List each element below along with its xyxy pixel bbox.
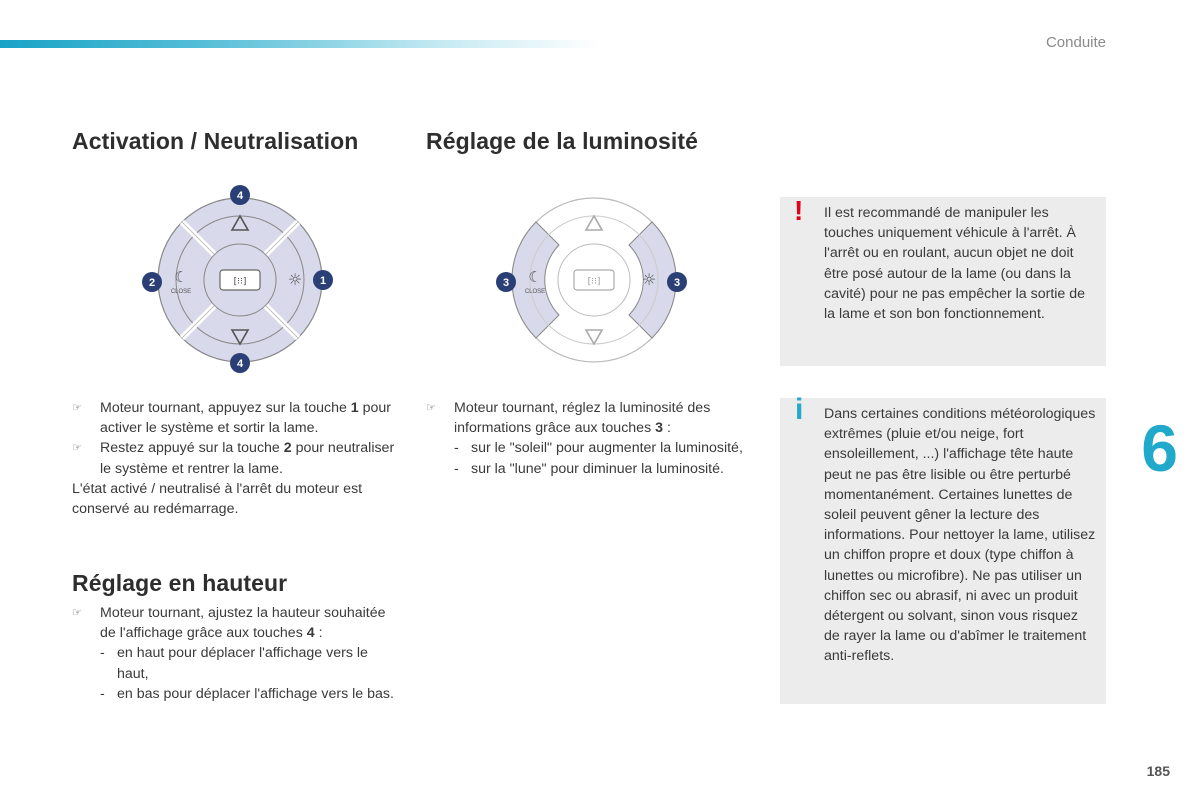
hauteur-bullet: ☞ Moteur tournant, ajustez la hauteur souhaitée de l'affichage grâce aux touches 4 : bbox=[72, 605, 386, 642]
svg-text:☾: ☾ bbox=[174, 268, 188, 286]
luminosite-dash-1: - sur le "soleil" pour augmenter la luminosité, bbox=[454, 440, 743, 457]
activation-bullet-1: ☞ Moteur tournant, appuyez sur la touche 1 pour activer le système et sortir la lame. bbox=[72, 400, 392, 437]
activation-bullet-2: ☞ Restez appuyé sur la touche 2 pour neutraliser le système et rentrer la lame. bbox=[72, 440, 395, 477]
svg-text:☾: ☾ bbox=[528, 268, 542, 286]
info-note-text: Dans certaines conditions météorologiques extrêmes (pluie et/ou neige, fort ensoleillement, ...) l'affichage tête haute peut ne pas être lisible ou être perturbé momentanément. Certaines lunettes de soleil peuvent gêner la lecture des informations. Pour nettoyer la lame, utilisez un chiffon propre et doux (type chiffon à lunettes ou microfibre). Ne pas utiliser un chiffon sec ou abrasif, ni avec un produit détergent ou solvant, sinon vous risquez de rayer la lame ou d'abîmer le traitement anti-reflets. bbox=[824, 406, 1096, 665]
info-note bbox=[780, 393, 1106, 704]
callout-4-bottom: 4 bbox=[236, 358, 244, 370]
hauteur-text bbox=[72, 603, 402, 704]
heading-hauteur: Réglage en hauteur bbox=[72, 570, 288, 596]
callout-3-right: 3 bbox=[673, 277, 681, 289]
hauteur-dash-1: - en haut pour déplacer l'affichage vers le haut, bbox=[100, 645, 368, 682]
chapter-number: 6 bbox=[1141, 411, 1178, 485]
activation-text bbox=[72, 398, 402, 519]
luminosite-dash-2: - sur la "lune" pour diminuer la luminosité. bbox=[454, 460, 724, 477]
page-number: 185 bbox=[1146, 763, 1170, 779]
header-accent-bar bbox=[0, 40, 600, 48]
info-icon: i bbox=[795, 393, 804, 426]
control-pad-diagram-right bbox=[494, 185, 694, 375]
callout-3-left: 3 bbox=[502, 277, 510, 289]
close-label: CLOSE bbox=[524, 289, 546, 295]
luminosite-text bbox=[426, 398, 756, 479]
svg-text:[⁝⁝]: [⁝⁝] bbox=[233, 277, 247, 287]
hauteur-dash-2: - en bas pour déplacer l'affichage vers le bas. bbox=[100, 685, 394, 702]
callout-1: 1 bbox=[319, 275, 327, 287]
close-label: CLOSE bbox=[170, 289, 192, 295]
activation-paragraph: L'état activé / neutralisé à l'arrêt du moteur est conservé au redémarrage. bbox=[72, 480, 363, 518]
section-title: Conduite bbox=[1045, 34, 1106, 51]
svg-text:☼: ☼ bbox=[641, 270, 657, 289]
luminosite-bullet: ☞ Moteur tournant, réglez la luminosité des informations grâce aux touches 3 : bbox=[426, 400, 711, 437]
warning-icon: ! bbox=[794, 195, 804, 226]
callout-4-top: 4 bbox=[236, 190, 244, 202]
svg-text:☼: ☼ bbox=[287, 270, 303, 289]
control-pad-diagram-left bbox=[140, 185, 340, 375]
callout-2: 2 bbox=[148, 277, 156, 289]
warning-note-text: Il est recommandé de manipuler les touches uniquement véhicule à l'arrêt. À l'arrêt ou en roulant, aucun objet ne doit être posé autour de la lame (ou dans la cavité) pour ne pas empêcher la sortie de la lame et son bon fonctionnement. bbox=[824, 205, 1086, 323]
heading-luminosite: Réglage de la luminosité bbox=[426, 128, 699, 154]
svg-text:[⁝⁝]: [⁝⁝] bbox=[587, 277, 601, 287]
warning-note bbox=[780, 197, 1106, 366]
heading-activation: Activation / Neutralisation bbox=[72, 128, 359, 154]
